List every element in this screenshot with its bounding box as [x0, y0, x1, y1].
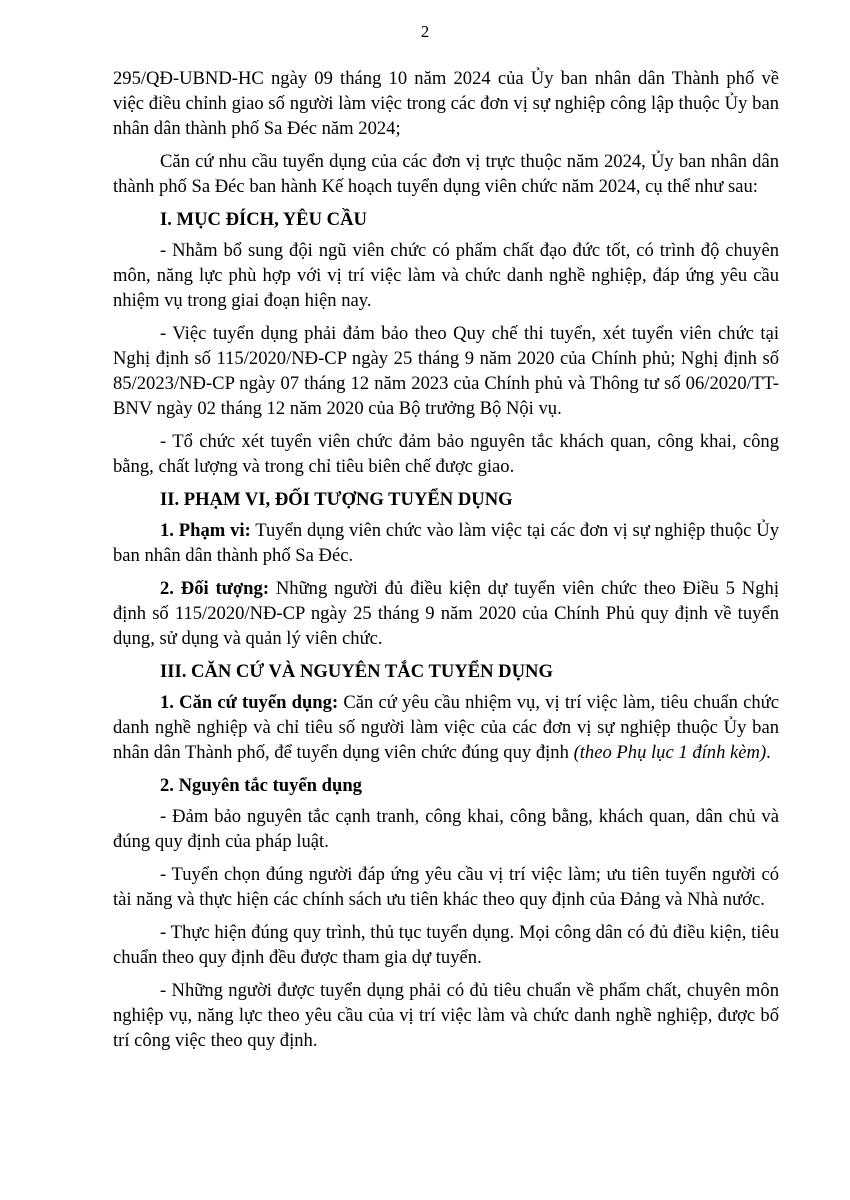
paragraph-continued: 295/QĐ-UBND-HC ngày 09 tháng 10 năm 2024 của Ủy ban nhân dân Thành phố về việc điều chỉnh giao số người làm việc trong các đơn vị sự nghiệp công lập thuộc Ủy ban nhân dân thành phố Sa Đéc năm 2024;: [113, 68, 779, 139]
document-body: [113, 66, 779, 1061]
purpose-item: - Việc tuyển dụng phải đảm bảo theo Quy chế thi tuyển, xét tuyển viên chức tại Nghị định số 115/2020/NĐ-CP ngày 25 tháng 9 năm 2020 của Chính phủ; Nghị định số 85/2023/NĐ-CP ngày 07 tháng 12 năm 2023 của Chính phủ và Thông tư số 06/2020/TT-BNV ngày 02 tháng 12 năm 2020 của Bộ trưởng Bộ Nội vụ.: [113, 323, 779, 419]
scope-text: Tuyển dụng viên chức vào làm việc tại các đơn vị sự nghiệp thuộc Ủy ban nhân dân thành phố Sa Đéc.: [113, 520, 780, 566]
target-paragraph: [113, 576, 779, 651]
principles-subheading: 2. Nguyên tắc tuyển dụng: [160, 775, 362, 796]
page-number: 2: [420, 22, 430, 41]
paragraph-basis: Căn cứ nhu cầu tuyển dụng của các đơn vị trực thuộc năm 2024, Ủy ban nhân dân thành phố Sa Đéc ban hành Kế hoạch tuyển dụng viên chức năm 2024, cụ thể như sau:: [113, 151, 779, 197]
principle-item: - Đảm bảo nguyên tắc cạnh tranh, công khai, công bằng, khách quan, dân chủ và đúng quy định của pháp luật.: [113, 806, 779, 852]
section-heading-principles: III. CĂN CỨ VÀ NGUYÊN TẮC TUYỂN DỤNG: [160, 661, 553, 682]
section-heading-scope: II. PHẠM VI, ĐỐI TƯỢNG TUYỂN DỤNG: [160, 489, 513, 510]
basis-text: Căn cứ yêu cầu nhiệm vụ, vị trí việc làm, tiêu chuẩn chức danh nghề nghiệp và chỉ tiêu số người làm việc của các đơn vị sự nghiệp thuộc Ủy ban nhân dân Thành phố, để tuyển dụng viên chức đúng quy định: [113, 692, 779, 763]
target-text: Những người đủ điều kiện dự tuyển viên chức theo Điều 5 Nghị định số 115/2020/NĐ-CP ngày 25 tháng 9 năm 2020 của Chính Phủ quy định về tuyển dụng, sử dụng và quản lý viên chức.: [113, 578, 779, 649]
principle-item: - Tuyển chọn đúng người đáp ứng yêu cầu vị trí việc làm; ưu tiên tuyển người có tài năng và thực hiện các chính sách ưu tiên khác theo quy định của Đảng và Nhà nước.: [113, 864, 779, 910]
principle-item: - Thực hiện đúng quy trình, thủ tục tuyển dụng. Mọi công dân có đủ điều kiện, tiêu chuẩn theo quy định đều được tham gia dự tuyển.: [113, 922, 779, 968]
basis-end: .: [766, 742, 771, 763]
purpose-item: - Nhằm bổ sung đội ngũ viên chức có phẩm chất đạo đức tốt, có trình độ chuyên môn, năng lực phù hợp với vị trí việc làm và chức danh nghề nghiệp, đáp ứng yêu cầu nhiệm vụ trong giai đoạn hiện nay.: [113, 240, 779, 311]
scope-paragraph: [113, 518, 779, 568]
basis-label: 1. Căn cứ tuyển dụng:: [160, 692, 339, 713]
principle-item: - Những người được tuyển dụng phải có đủ tiêu chuẩn về phẩm chất, chuyên môn nghiệp vụ, năng lực theo yêu cầu của vị trí việc làm và chức danh nghề nghiệp, được bố trí công việc theo quy định.: [113, 980, 779, 1051]
purpose-item: - Tổ chức xét tuyển viên chức đảm bảo nguyên tắc khách quan, công khai, công bằng, chất lượng và trong chỉ tiêu biên chế được giao.: [113, 431, 779, 477]
scope-label: 1. Phạm vi:: [160, 520, 251, 541]
target-label: 2. Đối tượng:: [160, 578, 270, 599]
basis-paragraph: [113, 690, 779, 765]
section-heading-purpose: I. MỤC ĐÍCH, YÊU CẦU: [160, 209, 367, 230]
basis-note: (theo Phụ lục 1 đính kèm): [573, 742, 767, 763]
